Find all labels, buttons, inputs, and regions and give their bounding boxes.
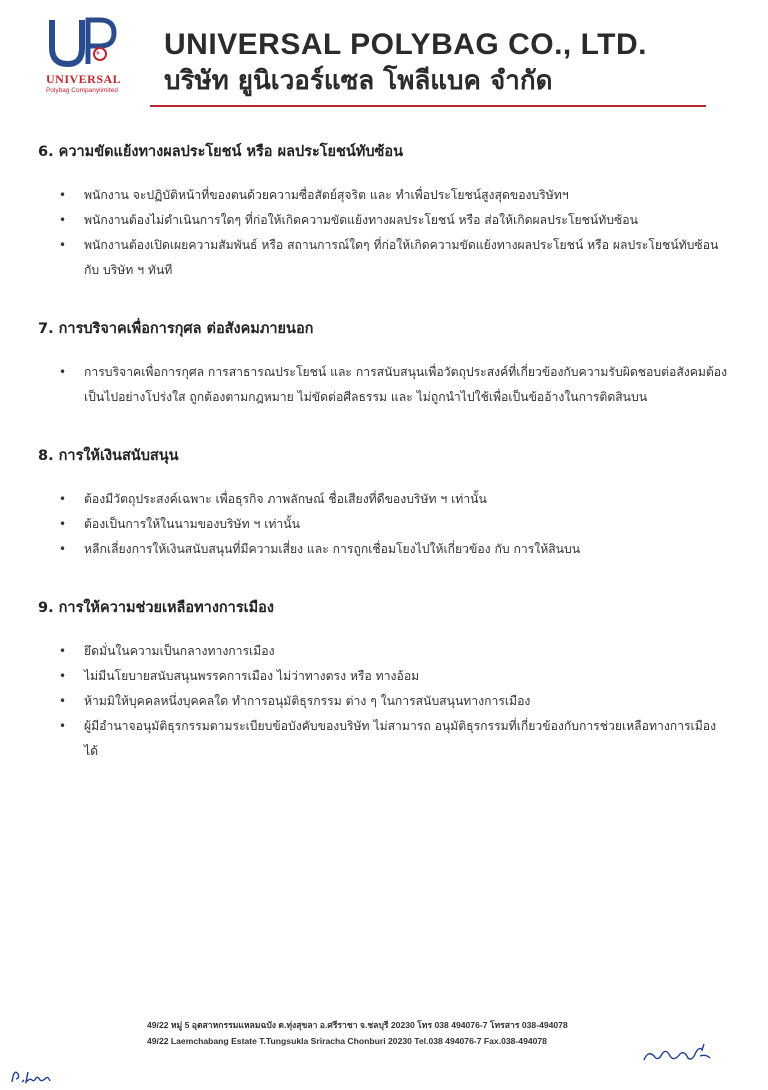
footer-address-english: 49/22 Laemchabang Estate T.Tungsukla Sriracha Chonburi 20230 Tel.038 494076-7 Fax.038-494078: [147, 1036, 547, 1046]
bullet-icon: •: [59, 492, 67, 506]
bullet-icon: •: [59, 517, 67, 531]
logo-wordmark: UNIVERSAL: [46, 72, 122, 86]
logo-subtitle: Polybag Companylimited: [46, 87, 118, 94]
svg-text:*: *: [96, 50, 100, 61]
footer-address-thai: 49/22 หมู่ 5 อุตสาหกรรมแหลมฉบัง ต.ทุ่งสุขลา อ.ศรีราชา จ.ชลบุรี 20230 โทร 038 494076-7 โทรสาร 038-494078: [147, 1020, 568, 1030]
list-item: • หลีกเลี่ยงการให้เงินสนับสนุนที่มีความเสี่ยง และ การถูกเชื่อมโยงไปให้เกี่ยวข้อง กับ การให้สินบน: [38, 537, 728, 562]
bullet-icon: •: [59, 719, 67, 733]
bullet-icon: •: [59, 694, 67, 708]
section-6: [38, 140, 728, 283]
list-item: • ยึดมั่นในความเป็นกลางทางการเมือง: [38, 639, 728, 664]
bullet-icon: •: [59, 238, 67, 252]
handwritten-signature: [640, 1040, 712, 1072]
section-8: [38, 444, 728, 562]
company-name-thai: บริษัท ยูนิเวอร์แซล โพลีแบค จำกัด: [164, 66, 553, 96]
section-7: [38, 317, 728, 410]
document-body: [38, 140, 728, 798]
section-9: [38, 596, 728, 764]
list-item: • ผู้มีอำนาจอนุมัติธุรกรรมตามระเบียบข้อบังคับของบริษัท ไม่สามารถ อนุมัติธุรกรรมที่เกี่ยวข้องกับการช่วยเหลือทางการเมืองได้: [38, 714, 728, 764]
list-item: • ต้องเป็นการให้ในนามของบริษัท ฯ เท่านั้น: [38, 512, 728, 537]
section-title: 9. การให้ความช่วยเหลือทางการเมือง: [38, 600, 274, 616]
list-item: • พนักงานต้องเปิดเผยความสัมพันธ์ หรือ สถานการณ์ใดๆ ที่ก่อให้เกิดความขัดแย้งทางผลประโยชน์ หรือ ผลประโยชน์ทับซ้อน กับ บริษัท ฯ ทันที: [38, 233, 728, 283]
initials-signature: [10, 1064, 54, 1090]
bullet-icon: •: [59, 213, 67, 227]
bullet-icon: •: [59, 669, 67, 683]
bullet-icon: •: [59, 644, 67, 658]
section-title: 8. การให้เงินสนับสนุน: [38, 448, 179, 464]
list-item: • ต้องมีวัตถุประสงค์เฉพาะ เพื่อธุรกิจ ภาพลักษณ์ ชื่อเสียงที่ดีของบริษัท ฯ เท่านั้น: [38, 487, 728, 512]
list-item: • พนักงานต้องไม่ดำเนินการใดๆ ที่ก่อให้เกิดความขัดแย้งทางผลประโยชน์ หรือ ส่อให้เกิดผลประโยชน์ทับซ้อน: [38, 208, 728, 233]
section-title: 6. ความขัดแย้งทางผลประโยชน์ หรือ ผลประโยชน์ทับซ้อน: [38, 144, 403, 160]
list-item: • ไม่มีนโยบายสนับสนุนพรรคการเมือง ไม่ว่าทางตรง หรือ ทางอ้อม: [38, 664, 728, 689]
company-name-english: UNIVERSAL POLYBAG CO., LTD.: [164, 28, 647, 61]
up-logo-icon: [44, 14, 126, 74]
bullet-icon: •: [59, 542, 67, 556]
list-item: • พนักงาน จะปฏิบัติหน้าที่ของตนด้วยความซื่อสัตย์สุจริต และ ทำเพื่อประโยชน์สูงสุดของบริษัทฯ: [38, 183, 728, 208]
header-divider: [150, 105, 706, 107]
bullet-icon: •: [59, 188, 67, 202]
list-item: • การบริจาคเพื่อการกุศล การสาธารณประโยชน์ และ การสนับสนุนเพื่อวัตถุประสงค์ที่เกี่ยวข้องกับความรับผิดชอบต่อสังคมต้อง เป็นไปอย่างโปร่งใส ถูกต้องตามกฎหมาย ไม่ขัดต่อศีลธรรม และ ไม่ถูกนำไปใช้เพื่อเป็นข้ออ้างในการติดสินบน: [38, 360, 728, 410]
list-item: • ห้ามมิให้บุคคลหนึ่งบุคคลใด ทำการอนุมัติธุรกรรม ต่าง ๆ ในการสนับสนุนทางการเมือง: [38, 689, 728, 714]
letterhead: [0, 0, 768, 112]
section-title: 7. การบริจาคเพื่อการกุศล ต่อสังคมภายนอก: [38, 321, 314, 337]
company-logo: [44, 14, 126, 94]
bullet-icon: •: [59, 365, 67, 379]
